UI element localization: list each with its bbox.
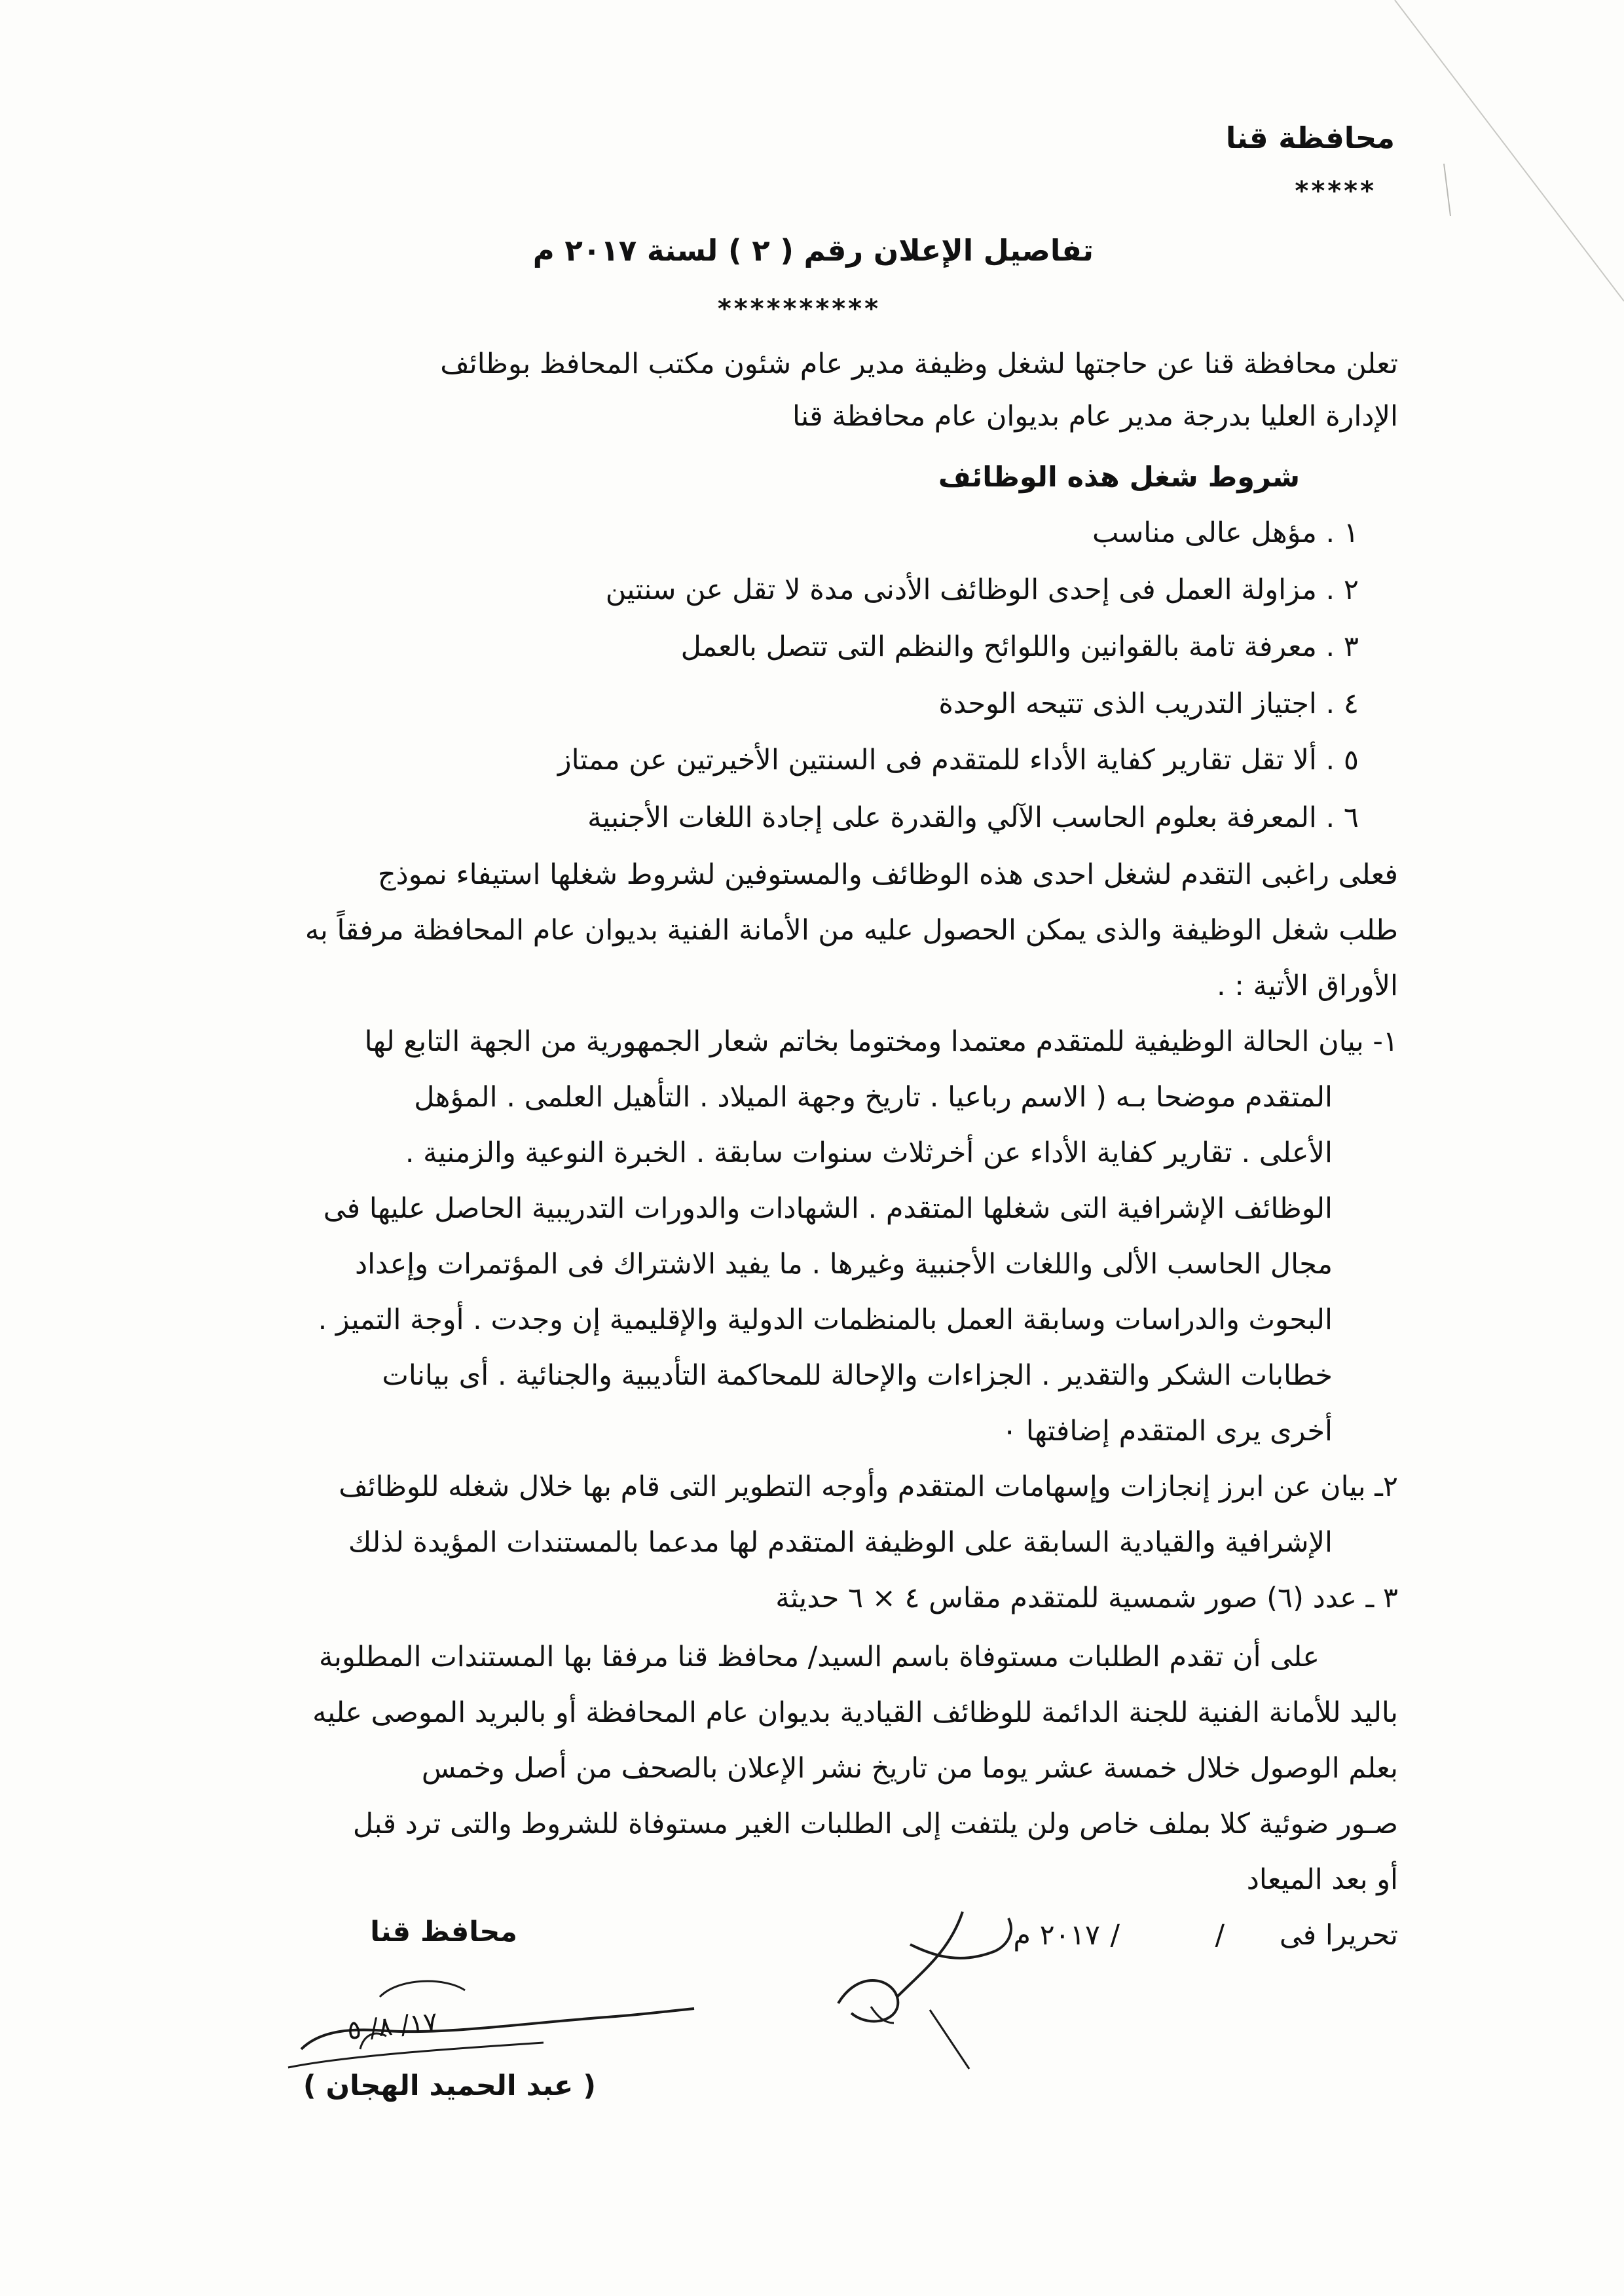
condition-item-6: ٦ . المعرفة بعلوم الحاسب الآلي والقدرة على إجادة اللغات الأجنبية: [587, 801, 1359, 834]
submission-line-2: باليد للأمانة الفنية للجنة الدائمة للوظائف القيادية بديوان عام المحافظة أو بالبريد الموصى عليه: [312, 1696, 1398, 1729]
announcement-title: تفاصيل الإعلان رقم ( ٢ ) لسنة ٢٠١٧ م: [532, 233, 1094, 268]
condition-item-5: ٥ . ألا تقل تقارير كفاية الأداء للمتقدم فى السنتين الأخيرتين عن ممتاز: [557, 744, 1359, 776]
condition-item-2: ٢ . مزاولة العمل فى إحدى الوظائف الأدنى مدة لا تقل عن سنتين: [605, 574, 1359, 606]
condition-item-1: ١ . مؤهل عالى مناسب: [1092, 517, 1359, 549]
document-item-1-line-3: الأعلى . تقارير كفاية الأداء عن أخرثلاث سنوات سابقة . الخبرة النوعية والزمنية .: [405, 1137, 1333, 1169]
document-item-1-line-4: الوظائف الإشرافية التى شغلها المتقدم . الشهادات والدورات التدريبية الحاصل عليها فى: [323, 1192, 1333, 1225]
applicants-line-2: طلب شغل الوظيفة والذى يمكن الحصول عليه من الأمانة الفنية بديوان عام المحافظة مرفقاً به: [304, 914, 1398, 947]
condition-item-3: ٣ . معرفة تامة بالقوانين واللوائح والنظم التى تتصل بالعمل: [680, 630, 1359, 663]
submission-line-4: صـور ضوئية كلا بملف خاص ولن يلتفت إلى الطلبات الغير مستوفاة للشروط والتى ترد قبل: [352, 1808, 1398, 1840]
handwritten-date: ١٧/ ٨/ ٥: [345, 2006, 439, 2047]
intro-line-2: الإدارة العليا بدرجة مدير عام بديوان عام محافظة قنا: [792, 400, 1398, 433]
date-separator-1: /: [1215, 1919, 1225, 1952]
approval-signature-icon: [812, 1872, 1061, 2082]
document-item-1-line-5: مجال الحاسب الألى واللغات الأجنبية وغيرها . ما يفيد الاشتراك فى المؤتمرات وإعداد: [354, 1248, 1333, 1281]
date-year: ٢٠١٧ م: [1013, 1919, 1100, 1952]
condition-item-4: ٤ . اجتياز التدريب الذى تتيحه الوحدة: [938, 687, 1359, 720]
applicants-line-3: الأوراق الأتية : .: [1217, 970, 1398, 1002]
document-item-3: ٣ ـ عدد (٦) صور شمسية للمتقدم مقاس ٤ × ٦ حديثة: [775, 1582, 1398, 1614]
header-stars: *****: [1295, 176, 1376, 206]
applicants-line-1: فعلى راغبى التقدم لشغل احدى هذه الوظائف والمستوفين لشروط شغلها استيفاء نموذج: [377, 858, 1398, 891]
conditions-heading: شروط شغل هذه الوظائف: [938, 461, 1300, 494]
document-item-2-line-2: الإشرافية والقيادية السابقة على الوظيفة المتقدم لها مدعما بالمستندات المؤيدة لذلك: [348, 1526, 1333, 1559]
document-item-2-line-1: ٢ـ بيان عن ابرز إنجازات وإسهامات المتقدم وأوجه التطوير التى قام بها خلال شغله للوظائف: [339, 1470, 1398, 1503]
submission-line-5: أو بعد الميعاد: [1246, 1863, 1398, 1896]
title-stars: **********: [717, 294, 881, 324]
document-item-1-line-6: البحوث والدراسات وسابقة العمل بالمنظمات الدولية والإقليمية إن وجدت . أوجة التميز .: [318, 1303, 1333, 1336]
governorate-name: محافظة قنا: [1225, 120, 1395, 155]
document-item-1-line-7: خطابات الشكر والتقدير . الجزاءات والإحالة للمحاكمة التأديبية والجنائية . أى بيانات: [382, 1359, 1333, 1392]
document-item-1-line-1: ١- بيان الحالة الوظيفية للمتقدم معتمدا ومختوما بخاتم شعار الجمهورية من الجهة التابع لها: [364, 1025, 1398, 1058]
intro-line-1: تعلن محافظة قنا عن حاجتها لشغل وظيفة مدير عام شئون مكتب المحافظ بوظائف: [440, 348, 1398, 380]
document-item-1-line-8: أخرى يرى المتقدم إضافتها ٠: [1002, 1415, 1333, 1448]
submission-line-1: على أن تقدم الطلبات مستوفاة باسم السيد/ محافظ قنا مرفقا بها المستندات المطلوبة: [318, 1641, 1320, 1673]
governor-title: محافظ قنا: [370, 1916, 517, 1948]
date-separator-2: /: [1110, 1919, 1120, 1952]
governor-name: ( عبد الحميد الهجان ): [303, 2069, 596, 2102]
document-item-1-line-2: المتقدم موضحا بـه ( الاسم رباعيا . تاريخ وجهة الميلاد . التأهيل العلمى . المؤهل: [414, 1081, 1333, 1114]
submission-line-3: بعلم الوصول خلال خمسة عشر يوما من تاريخ نشر الإعلان بالصحف من أصل وخمس: [421, 1752, 1398, 1785]
dated-label: تحريرا فى: [1279, 1919, 1398, 1952]
